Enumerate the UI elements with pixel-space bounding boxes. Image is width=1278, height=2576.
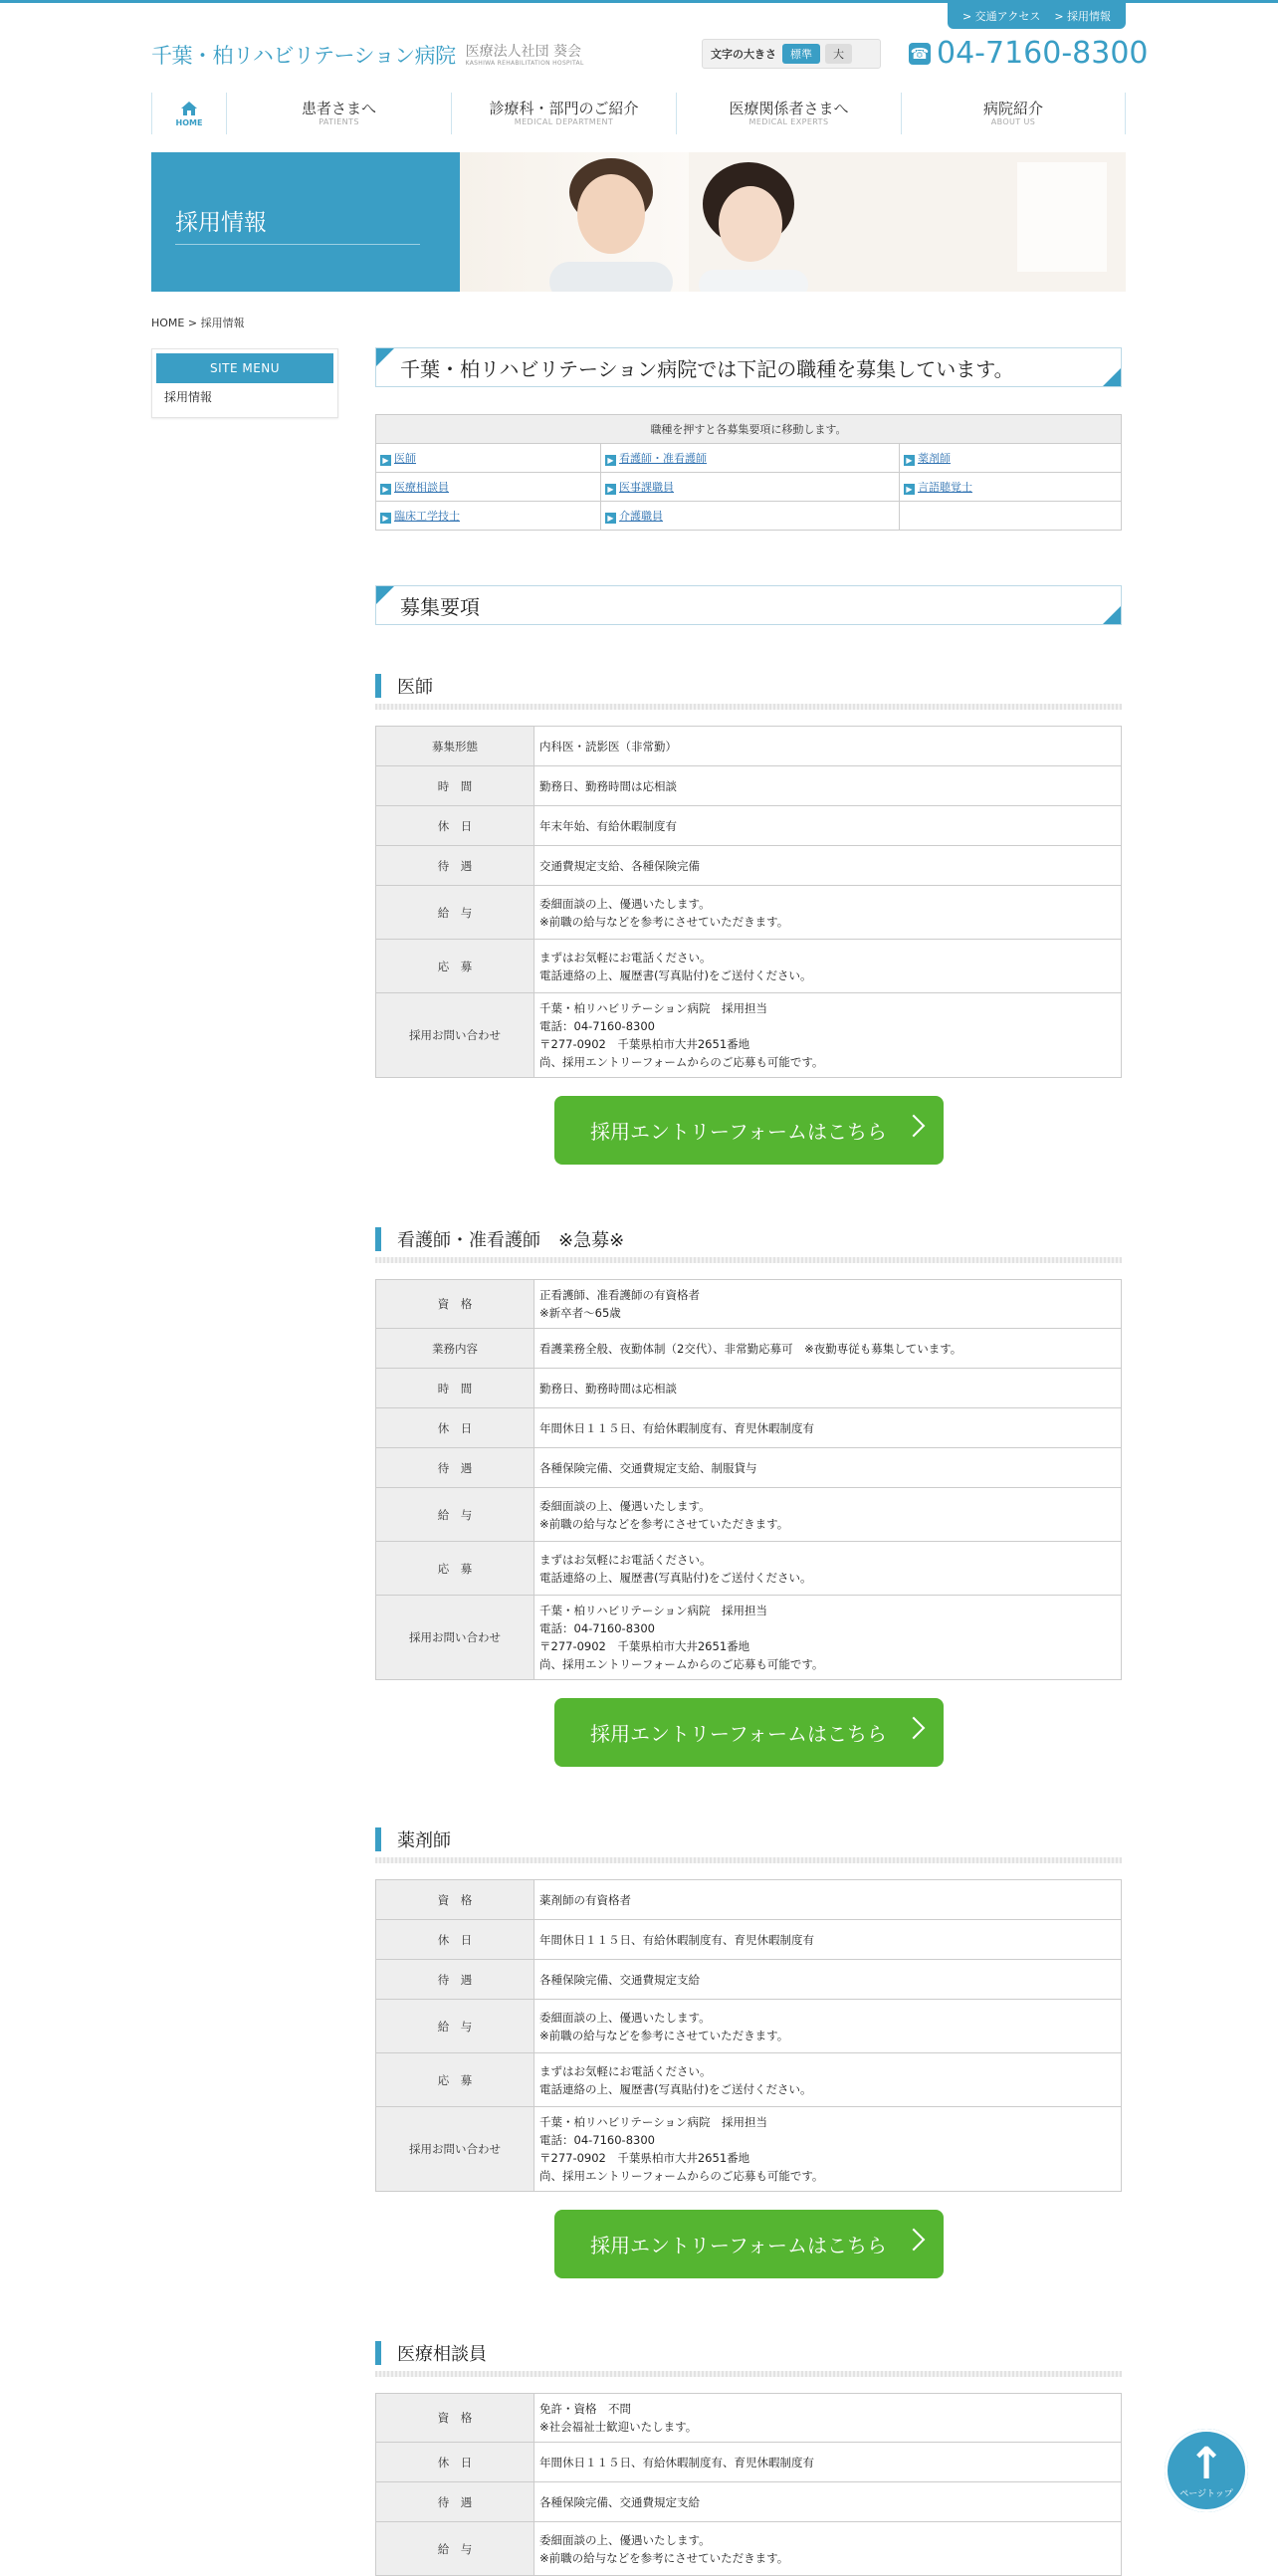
entry-form-button[interactable]	[554, 1698, 944, 1767]
table-row	[376, 1448, 1122, 1488]
empty-cell	[900, 502, 1122, 531]
table-row	[376, 473, 1122, 502]
intro-heading-wrap	[375, 347, 1122, 387]
job-index-table	[375, 414, 1122, 531]
job-link-clinical-engineer[interactable]: 臨床工学技士	[394, 510, 460, 523]
side-menu-heading: SITE MENU	[156, 353, 333, 383]
row-key: 募集形態	[376, 727, 534, 766]
row-key: 休 日	[376, 1408, 534, 1448]
entry-form-button[interactable]	[554, 2210, 944, 2278]
section-counselor	[375, 2341, 1122, 2576]
font-size-standard-button[interactable]: 標準	[782, 44, 820, 64]
requirements-table	[375, 1279, 1122, 1680]
row-key: 時 間	[376, 766, 534, 806]
logo-org: 医療法人社団 葵会	[465, 44, 582, 60]
breadcrumb-home[interactable]: HOME	[151, 317, 185, 329]
phone-icon: ☎	[910, 44, 930, 63]
page-top-button[interactable]	[1165, 2429, 1248, 2512]
section-title: 医療相談員	[375, 2341, 1122, 2365]
chevron-right-icon	[902, 1717, 925, 1740]
breadcrumb-current: 採用情報	[200, 317, 245, 329]
nav-about-label: 病院紹介	[982, 100, 1043, 117]
section-title-underline	[375, 2371, 1122, 2377]
job-link-speech-therapist[interactable]: 言語聴覚士	[918, 481, 972, 494]
row-key: 待 遇	[376, 2482, 534, 2522]
entry-form-button-label: 採用エントリーフォームはこちら	[590, 1722, 887, 1746]
recruit-heading-text: 募集要項	[400, 594, 480, 619]
section-title: 看護師・准看護師 ※急募※	[375, 1227, 1122, 1251]
access-link[interactable]: > 交通アクセス	[961, 10, 1041, 23]
row-key: 時 間	[376, 1369, 534, 1408]
table-row	[376, 1960, 1122, 2000]
row-key: 応 募	[376, 2053, 534, 2107]
page-top-label: ページトップ	[1179, 2488, 1233, 2499]
row-key: 業務内容	[376, 1329, 534, 1369]
row-key: 応 募	[376, 940, 534, 993]
requirements-table	[375, 1879, 1122, 2192]
row-value: 薬剤師の有資格者	[534, 1880, 1122, 1920]
job-link-doctor[interactable]: 医師	[394, 452, 416, 465]
table-row	[376, 1369, 1122, 1408]
heading-corner-decoration	[376, 348, 394, 366]
font-size-large-button[interactable]: 大	[825, 44, 852, 64]
page-title: 採用情報	[175, 210, 267, 236]
row-key: 待 遇	[376, 1448, 534, 1488]
row-value: まずはお気軽にお電話ください。 電話連絡の上、履歴書(写真貼付)をご送付ください。	[534, 2053, 1122, 2107]
recruit-heading-wrap	[375, 585, 1122, 625]
table-row	[376, 2443, 1122, 2482]
section-doctor	[375, 674, 1122, 1165]
row-key: 給 与	[376, 2522, 534, 2576]
intro-heading-text: 千葉・柏リハビリテーション病院では下記の職種を募集しています。	[400, 356, 1014, 381]
nav-home[interactable]	[151, 93, 226, 134]
table-row	[376, 502, 1122, 531]
section-title: 薬剤師	[375, 1827, 1122, 1851]
job-link-care-worker[interactable]: 介護職員	[619, 510, 663, 523]
row-key: 採用お問い合わせ	[376, 2107, 534, 2192]
recruit-link[interactable]: > 採用情報	[1054, 10, 1112, 23]
table-row	[376, 1542, 1122, 1596]
row-value: 委細面談の上、優遇いたします。 ※前職の給与などを参考にさせていただきます。	[534, 886, 1122, 940]
heading-corner-decoration	[1103, 606, 1121, 624]
site-logo[interactable]	[151, 40, 584, 68]
section-title-underline	[375, 1257, 1122, 1263]
row-value: 免許・資格 不問 ※社会福祉士歓迎いたします。	[534, 2394, 1122, 2443]
table-row	[376, 2107, 1122, 2192]
breadcrumb-separator: >	[187, 317, 198, 329]
nav-department-sub: MEDICAL DEPARTMENT	[514, 117, 614, 126]
row-value: 勤務日、勤務時間は応相談	[534, 1369, 1122, 1408]
nav-patients-sub: PATIENTS	[319, 117, 359, 126]
arrow-right-icon: ▶	[605, 513, 616, 524]
phone-number-text: 04-7160-8300	[937, 36, 1149, 71]
row-value: 看護業務全般、夜勤体制（2交代）、非常勤応募可 ※夜勤専従も募集しています。	[534, 1329, 1122, 1369]
nav-patients[interactable]	[226, 93, 451, 134]
row-value: 千葉・柏リハビリテーション病院 採用担当 電話：04-7160-8300 〒277-0902 千葉県柏市大井2651番地 尚、採用エントリーフォームからのご応募も可能です。	[534, 2107, 1122, 2192]
font-size-switcher	[702, 39, 881, 69]
hero-staff-illustration	[460, 152, 1126, 292]
section-nurse	[375, 1227, 1122, 1767]
row-value: 正看護師、准看護師の有資格者 ※新卒者～65歳	[534, 1280, 1122, 1329]
logo-hospital-name: 千葉・柏リハビリテーション病院	[151, 44, 456, 68]
row-value: 年間休日１１５日、有給休暇制度有、育児休暇制度有	[534, 1920, 1122, 1960]
row-value: 交通費規定支給、各種保険完備	[534, 846, 1122, 886]
table-row	[376, 1280, 1122, 1329]
entry-form-button-label: 採用エントリーフォームはこちら	[590, 2234, 887, 2257]
row-key: 資 格	[376, 1880, 534, 1920]
table-row	[376, 886, 1122, 940]
row-key: 休 日	[376, 2443, 534, 2482]
section-title-underline	[375, 1857, 1122, 1863]
table-row	[376, 727, 1122, 766]
table-row	[376, 2394, 1122, 2443]
nav-department-label: 診療科・部門のご紹介	[489, 100, 639, 117]
row-key: 休 日	[376, 1920, 534, 1960]
job-index-header: 職種を押すと各募集要項に移動します。	[376, 415, 1122, 444]
table-row	[376, 846, 1122, 886]
section-pharmacist	[375, 1827, 1122, 2278]
row-value: 委細面談の上、優遇いたします。 ※前職の給与などを参考にさせていただきます。	[534, 2522, 1122, 2576]
row-key: 休 日	[376, 806, 534, 846]
table-row	[376, 766, 1122, 806]
requirements-table	[375, 2393, 1122, 2576]
row-value: 千葉・柏リハビリテーション病院 採用担当 電話：04-7160-8300 〒277-0902 千葉県柏市大井2651番地 尚、採用エントリーフォームからのご応募も可能です。	[534, 993, 1122, 1078]
hero-photo	[460, 152, 1126, 292]
heading-corner-decoration	[376, 586, 394, 604]
hero-title-panel	[151, 152, 460, 292]
chevron-right-icon	[902, 2229, 925, 2252]
table-row	[376, 1920, 1122, 1960]
row-value: 各種保険完備、交通費規定支給、制服貸与	[534, 1448, 1122, 1488]
row-key: 資 格	[376, 1280, 534, 1329]
row-key: 給 与	[376, 1488, 534, 1542]
arrow-right-icon: ▶	[380, 513, 391, 524]
hero-title-underline	[175, 244, 420, 245]
home-icon	[180, 101, 198, 116]
table-row	[376, 1329, 1122, 1369]
table-row	[376, 1408, 1122, 1448]
job-link-nurse[interactable]: 看護師・准看護師	[619, 452, 707, 465]
table-row	[376, 993, 1122, 1078]
table-row	[376, 806, 1122, 846]
side-menu-item-recruit[interactable]: 採用情報	[164, 389, 213, 404]
entry-form-button[interactable]	[554, 1096, 944, 1165]
nav-medical-experts[interactable]	[676, 93, 901, 134]
section-title-underline	[375, 704, 1122, 710]
nav-about[interactable]	[901, 93, 1126, 134]
row-value: 勤務日、勤務時間は応相談	[534, 766, 1122, 806]
row-key: 給 与	[376, 2000, 534, 2053]
job-link-medical-clerk[interactable]: 医事課職員	[619, 481, 674, 494]
font-size-label: 文字の大きさ	[711, 48, 776, 61]
nav-department[interactable]	[451, 93, 676, 134]
row-value: 年間休日１１５日、有給休暇制度有、育児休暇制度有	[534, 1408, 1122, 1448]
row-value: 各種保険完備、交通費規定支給	[534, 1960, 1122, 2000]
row-key: 資 格	[376, 2394, 534, 2443]
heading-corner-decoration	[1103, 368, 1121, 386]
table-row	[376, 1880, 1122, 1920]
row-key: 待 遇	[376, 846, 534, 886]
nav-medical-experts-label: 医療関係者さまへ	[729, 100, 849, 117]
row-value: 千葉・柏リハビリテーション病院 採用担当 電話：04-7160-8300 〒277-0902 千葉県柏市大井2651番地 尚、採用エントリーフォームからのご応募も可能です。	[534, 1596, 1122, 1680]
requirements-table	[375, 726, 1122, 1078]
row-value: 委細面談の上、優遇いたします。 ※前職の給与などを参考にさせていただきます。	[534, 1488, 1122, 1542]
table-row	[376, 2053, 1122, 2107]
row-value: 年間休日１１５日、有給休暇制度有、育児休暇制度有	[534, 2443, 1122, 2482]
nav-about-sub: ABOUT US	[990, 117, 1036, 126]
breadcrumb	[151, 315, 245, 330]
nav-medical-experts-sub: MEDICAL EXPERTS	[748, 117, 829, 126]
top-links	[948, 3, 1126, 29]
arrow-right-icon: ▶	[904, 484, 915, 495]
nav-home-label: HOME	[175, 117, 203, 127]
job-link-pharmacist[interactable]: 薬剤師	[918, 452, 951, 465]
table-row	[376, 1596, 1122, 1680]
job-link-counselor[interactable]: 医療相談員	[394, 481, 449, 494]
phone-number[interactable]	[909, 36, 1149, 71]
arrow-right-icon: ▶	[380, 484, 391, 495]
global-nav	[151, 93, 1126, 134]
arrow-right-icon: ▶	[605, 484, 616, 495]
row-value: 年末年始、有給休暇制度有	[534, 806, 1122, 846]
entry-form-button-label: 採用エントリーフォームはこちら	[590, 1120, 887, 1144]
table-row	[376, 2482, 1122, 2522]
table-row	[376, 444, 1122, 473]
table-row	[376, 1488, 1122, 1542]
arrow-right-icon: ▶	[605, 455, 616, 466]
side-menu	[151, 348, 338, 418]
row-value: 各種保険完備、交通費規定支給	[534, 2482, 1122, 2522]
row-key: 応 募	[376, 1542, 534, 1596]
row-key: 採用お問い合わせ	[376, 993, 534, 1078]
arrow-right-icon: ▶	[904, 455, 915, 466]
row-key: 給 与	[376, 886, 534, 940]
arrow-up-icon: ↑	[1187, 2438, 1225, 2489]
table-row	[376, 940, 1122, 993]
row-key: 採用お問い合わせ	[376, 1596, 534, 1680]
logo-sub	[466, 44, 584, 68]
chevron-right-icon	[902, 1115, 925, 1138]
recruit-heading	[375, 585, 1122, 625]
table-row	[376, 2522, 1122, 2576]
section-title: 医師	[375, 674, 1122, 698]
row-value: 委細面談の上、優遇いたします。 ※前職の給与などを参考にさせていただきます。	[534, 2000, 1122, 2053]
page-hero	[151, 152, 1126, 292]
logo-en: KASHIWA REHABILITATION HOSPITAL	[465, 60, 584, 67]
row-value: まずはお気軽にお電話ください。 電話連絡の上、履歴書(写真貼付)をご送付ください。	[534, 940, 1122, 993]
row-value: 内科医・読影医（非常勤）	[534, 727, 1122, 766]
table-row	[376, 2000, 1122, 2053]
nav-patients-label: 患者さまへ	[301, 100, 376, 117]
row-key: 待 遇	[376, 1960, 534, 2000]
row-value: まずはお気軽にお電話ください。 電話連絡の上、履歴書(写真貼付)をご送付ください。	[534, 1542, 1122, 1596]
intro-heading	[375, 347, 1122, 387]
arrow-right-icon: ▶	[380, 455, 391, 466]
